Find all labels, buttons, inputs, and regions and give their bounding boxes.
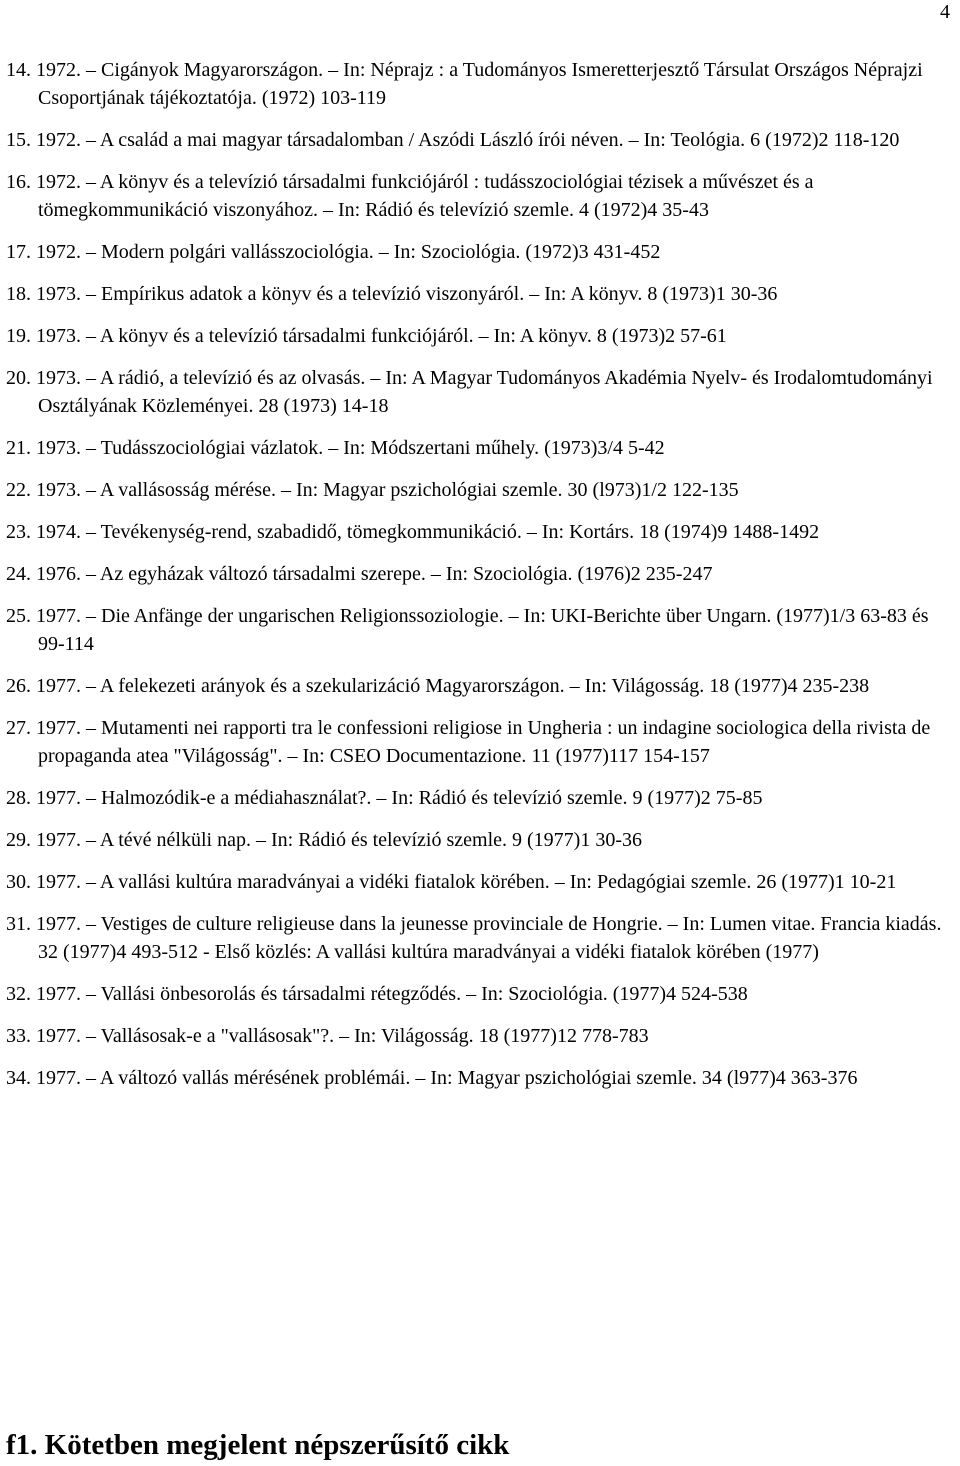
bibliography-entry-17: 17. 1972. – Modern polgári vallásszociológia. – In: Szociológia. (1972)3 431-452: [6, 241, 661, 263]
bibliography-entry-20: 20. 1973. – A rádió, a televízió és az olvasás. – In: A Magyar Tudományos Akadémia Nyelv- és Irodalomtudományi Osztályának Közleményei. 28 (1973) 14-18: [6, 367, 933, 417]
bibliography-entry-27: 27. 1977. – Mutamenti nei rapporti tra le confessioni religiose in Ungheria : un indagine sociologica della rivista de propaganda atea "Világosság". – In: CSEO Documentazione. 11 (1977)117 154-157: [6, 717, 931, 767]
bibliography-entry-19: 19. 1973. – A könyv és a televízió társadalmi funkciójáról. – In: A könyv. 8 (1973)2 57-61: [6, 325, 727, 347]
bibliography-entry-22: 22. 1973. – A vallásosság mérése. – In: Magyar pszichológiai szemle. 30 (l973)1/2 122-135: [6, 479, 739, 501]
bibliography-entry-23: 23. 1974. – Tevékenység-rend, szabadidő, tömegkommunikáció. – In: Kortárs. 18 (1974)9 1488-1492: [6, 521, 820, 543]
section-heading: f1. Kötetben megjelent népszerűsítő cikk: [6, 1429, 510, 1461]
page-number: 4: [940, 1, 950, 23]
bibliography-entry-30: 30. 1977. – A vallási kultúra maradványai a vidéki fiatalok körében. – In: Pedagógiai szemle. 26 (1977)1 10-21: [6, 871, 897, 893]
bibliography-entry-25: 25. 1977. – Die Anfänge der ungarischen Religionssoziologie. – In: UKI-Berichte über Ungarn. (1977)1/3 63-83 és 99-114: [6, 605, 929, 655]
bibliography-entry-29: 29. 1977. – A tévé nélküli nap. – In: Rádió és televízió szemle. 9 (1977)1 30-36: [6, 829, 642, 851]
bibliography-entry-26: 26. 1977. – A felekezeti arányok és a szekularizáció Magyarországon. – In: Világosság. 18 (1977)4 235-238: [6, 675, 870, 697]
bibliography-entry-33: 33. 1977. – Vallásosak-e a "vallásosak"?. – In: Világosság. 18 (1977)12 778-783: [6, 1025, 649, 1047]
bibliography-entry-21: 21. 1973. – Tudásszociológiai vázlatok. – In: Módszertani műhely. (1973)3/4 5-42: [6, 437, 665, 459]
bibliography-entry-18: 18. 1973. – Empírikus adatok a könyv és a televízió viszonyáról. – In: A könyv. 8 (1973)1 30-36: [6, 283, 778, 305]
bibliography-entry-31: 31. 1977. – Vestiges de culture religieuse dans la jeunesse provinciale de Hongrie. – In: Lumen vitae. Francia kiadás. 32 (1977)4 493-512 - Első közlés: A vallási kultúra maradványai a vidéki fiatalok körében (1977): [6, 913, 942, 963]
bibliography-list: [6, 56, 951, 1106]
bibliography-entry-14: 14. 1972. – Cigányok Magyarországon. – In: Néprajz : a Tudományos Ismeretterjesztő Társulat Országos Néprajzi Csoportjának tájékoztatója. (1972) 103-119: [6, 59, 923, 109]
bibliography-entry-16: 16. 1972. – A könyv és a televízió társadalmi funkciójáról : tudásszociológiai tézisek a művészet és a tömegkommunikáció viszonyához. – In: Rádió és televízió szemle. 4 (1972)4 35-43: [6, 171, 814, 221]
bibliography-entry-28: 28. 1977. – Halmozódik-e a médiahasználat?. – In: Rádió és televízió szemle. 9 (1977)2 75-85: [6, 787, 763, 809]
bibliography-entry-15: 15. 1972. – A család a mai magyar társadalomban / Aszódi László írói néven. – In: Teológia. 6 (1972)2 118-120: [6, 129, 900, 151]
bibliography-entry-32: 32. 1977. – Vallási önbesorolás és társadalmi rétegződés. – In: Szociológia. (1977)4 524-538: [6, 983, 748, 1005]
bibliography-entry-24: 24. 1976. – Az egyházak változó társadalmi szerepe. – In: Szociológia. (1976)2 235-247: [6, 563, 713, 585]
bibliography-entry-34: 34. 1977. – A változó vallás mérésének problémái. – In: Magyar pszichológiai szemle. 34 (l977)4 363-376: [6, 1067, 858, 1089]
